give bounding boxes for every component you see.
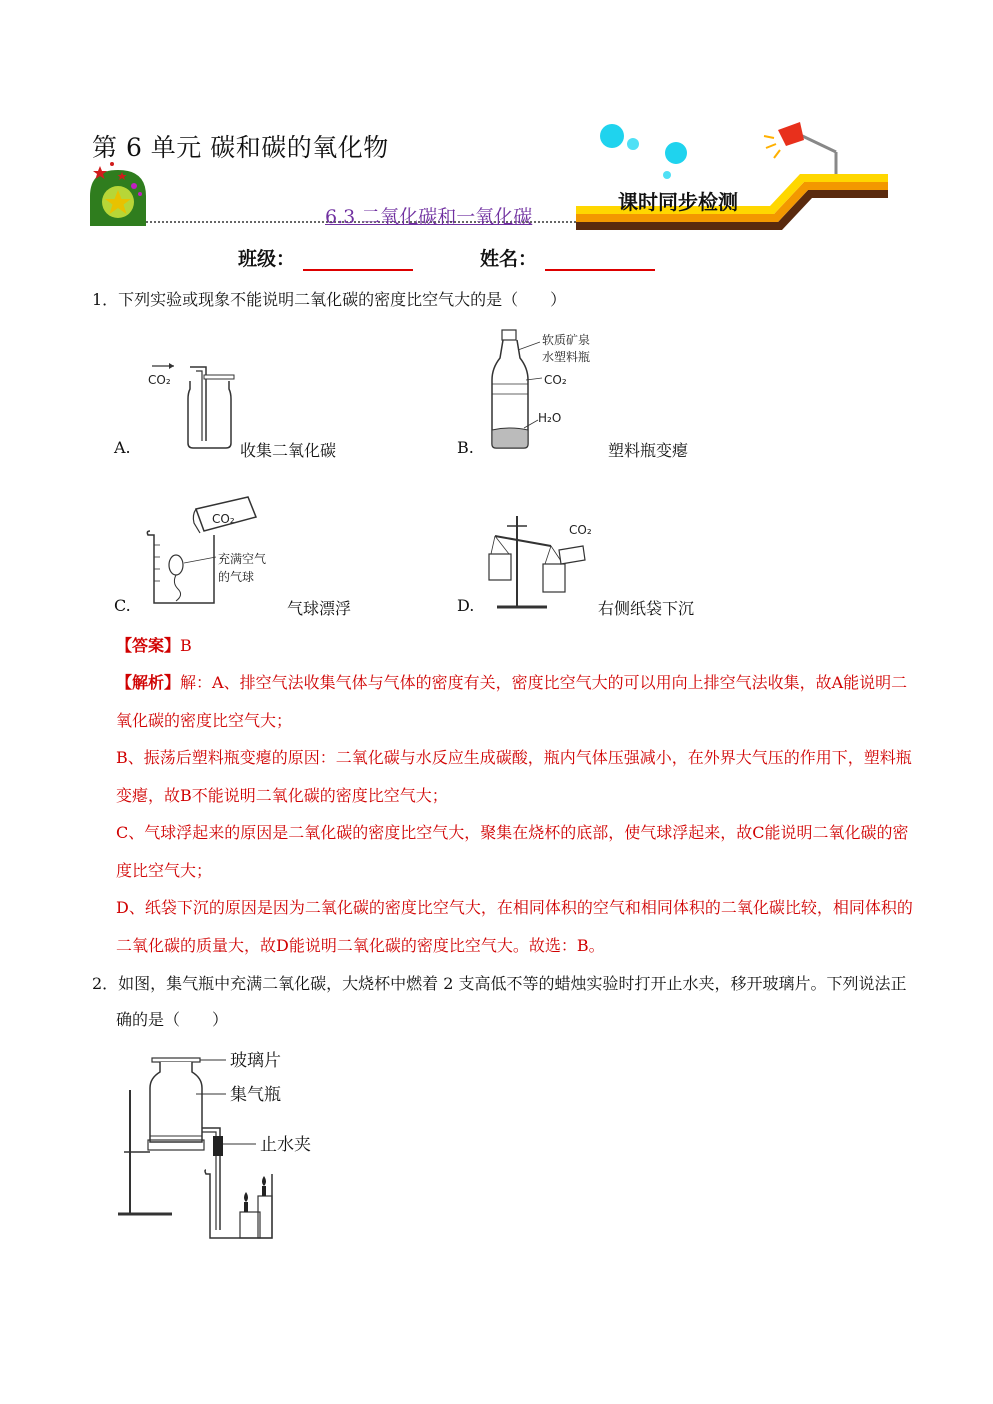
q1-figure-b [488,328,608,456]
q1-analysis-d: D、纸袋下沉的原因是因为二氧化碳的密度比空气大，在相同体积的空气和相同体积的二氧化碳比较，相同体积的二氧化碳的质量大，故D能说明二氧化碳的密度比空气大。故选：B。 [116,898,913,955]
class-field [238,244,413,271]
q1-answer [116,627,916,665]
q1-option-c-letter: C. [114,596,131,615]
q1-c-label-balloon-2: 的气球 [218,570,255,584]
q1-b-label-h2o: H₂O [538,411,562,425]
q2-label-gas-bottle: 集气瓶 [230,1085,281,1105]
q1-option-a-caption: 收集二氧化碳 [240,441,337,460]
q2-label-clamp: 止水夹 [260,1135,311,1155]
q2-label-glass-plate: 玻璃片 [230,1051,281,1071]
q1-analysis [116,664,916,964]
q1-c-label-co2: CO₂ [212,512,235,526]
name-label: 姓名： [480,248,538,270]
q1-analysis-a: 【解析】解：A、排空气法收集气体与气体的密度有关，密度比空气大的可以用向上排空气法收集，故A能说明二氧化碳的密度比空气大； [116,673,908,730]
q1-b-label-co2: CO₂ [544,373,567,387]
q1-option-a-letter: A. [114,438,131,457]
q1-a-label-co2: CO₂ [148,373,171,387]
bubbles-decoration [600,124,687,179]
name-field [480,244,655,271]
q1-b-label-bottle-2: 水塑料瓶 [542,350,591,364]
badge-label: 课时同步检测 [618,190,738,214]
q1-answer-tag: 【答案】 [116,636,181,655]
unit-title: 第 6 单元 碳和碳的氧化物 [92,133,389,162]
q1-option-d-caption: 右侧纸袋下沉 [598,599,695,618]
q2-figure [110,1046,330,1246]
q1-answer-value: B [180,636,192,655]
q1-c-label-balloon-1: 充满空气 [218,552,267,566]
q1-b-label-bottle-1: 软质矿泉 [542,333,591,347]
class-blank[interactable] [303,249,413,271]
q1-analysis-b: B、振荡后塑料瓶变瘪的原因：二氧化碳与水反应生成碳酸，瓶内气体压强减小，在外界大气压的作用下，塑料瓶变瘪，故B不能说明二氧化碳的密度比空气大； [116,748,912,805]
q1-analysis-c: C、气球浮起来的原因是二氧化碳的密度比空气大，聚集在烧杯的底部，使气球浮起来，故C能说明二氧化碳的密度比空气大； [116,823,909,880]
q1-analysis-tag: 【解析】 [116,673,181,692]
q1-option-d-letter: D. [457,596,475,615]
name-blank[interactable] [545,249,655,271]
q1-option-b-letter: B. [457,438,474,457]
section-title: 6.3 二氧化碳和一氧化碳 [325,206,533,228]
class-label: 班级： [238,248,296,270]
q1-figure-a [140,355,240,455]
q1-option-b-caption: 塑料瓶变瘪 [608,441,689,460]
q2-stem: 2．如图，集气瓶中充满二氧化碳，大烧杯中燃着 2 支高低不等的蜡烛实验时打开止水夹，移开玻璃片。下列说法正确的是（ ） [92,974,907,1029]
q1-figure-d [485,512,597,612]
q1-d-label-co2: CO₂ [569,523,592,537]
q1-figure-c [144,495,286,610]
star-emblem-icon [90,162,146,226]
q1-stem: 1．下列实验或现象不能说明二氧化碳的密度比空气大的是（ ） [92,290,567,309]
q1-option-c-caption: 气球漂浮 [287,599,352,618]
